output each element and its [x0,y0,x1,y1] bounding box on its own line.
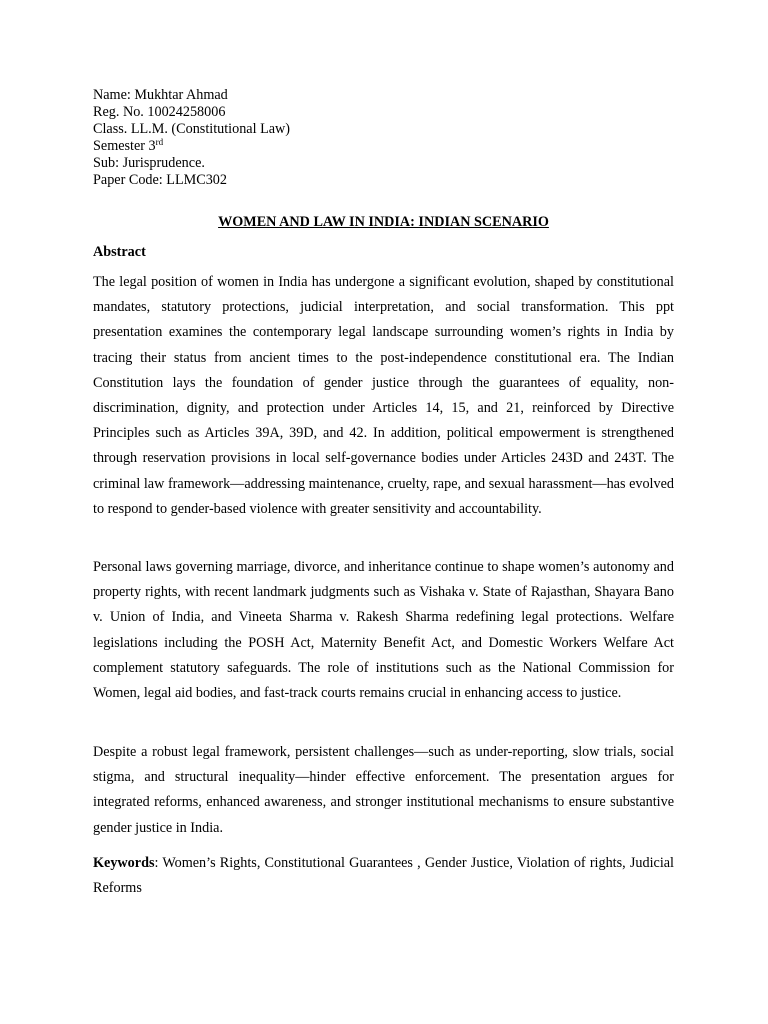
student-name: Name: Mukhtar Ahmad [93,87,228,103]
class-info: Class. LL.M. (Constitutional Law) [93,121,291,137]
keywords-paragraph [93,851,674,901]
semester-ordinal: rd [155,137,164,147]
abstract-heading: Abstract [93,244,146,260]
semester-text: Semester 3 [93,138,156,154]
subject-info: Sub: Jurisprudence. [93,155,205,171]
registration-number: Reg. No. 10024258006 [93,104,226,120]
abstract-paragraph: Personal laws governing marriage, divorce, and inheritance continue to shape women’s autonomy and property rights, with recent landmark judgments such as Vishaka v. State of Rajasthan, Shayara Bano v. Union of India, and Vineeta Sharma v. Rakesh Sharma redefining legal protections. Welfare legislations including the POSH Act, Maternity Benefit Act, and Domestic Workers Welfare Act complement statutory safeguards. The role of institutions such as the National Commission for Women, legal aid bodies, and fast-track courts remains crucial in enhancing access to justice. [93,559,674,702]
paper-code: Paper Code: LLMC302 [93,172,227,188]
keywords-list: : Women’s Rights, Constitutional Guarantees , Gender Justice, Violation of rights, Judicial Reforms [93,855,674,897]
semester-info [93,138,493,155]
document-title: WOMEN AND LAW IN INDIA: INDIAN SCENARIO [218,214,549,230]
abstract-paragraph: The legal position of women in India has undergone a significant evolution, shaped by constitutional mandates, statutory protections, judicial interpretation, and social transformation. This ppt presentation examines the contemporary legal landscape surrounding women’s rights in India by tracing their status from ancient times to the post-independence constitutional era. The Indian Constitution lays the foundation of gender justice through the guarantees of equality, non-discrimination, dignity, and protection under Articles 14, 15, and 21, reinforced by Directive Principles such as Articles 39A, 39D, and 42. In addition, political empowerment is strengthened through reservation provisions in local self-governance bodies under Articles 243D and 243T. The criminal law framework—addressing maintenance, cruelty, rape, and sexual harassment—has evolved to respond to gender-based violence with greater sensitivity and accountability. [93,274,674,517]
keywords-label: Keywords [93,855,155,871]
abstract-paragraph: Despite a robust legal framework, persistent challenges—such as under-reporting, slow trials, social stigma, and structural inequality—hinder effective enforcement. The presentation argues for integrated reforms, enhanced awareness, and stronger institutional mechanisms to ensure substantive gender justice in India. [93,744,674,836]
student-details [93,87,493,189]
